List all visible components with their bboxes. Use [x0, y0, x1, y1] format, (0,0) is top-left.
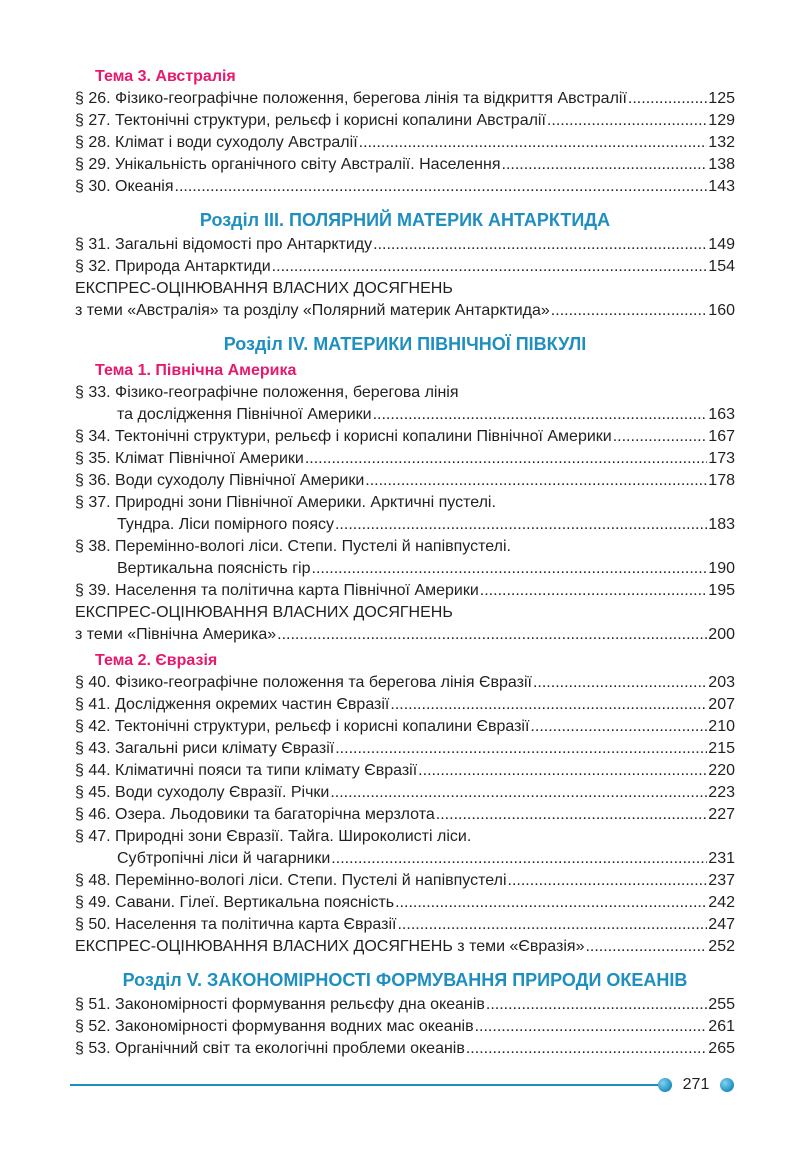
leader-dots [436, 804, 708, 826]
toc-entry-title: § 45. Води суходолу Євразії. Річки [75, 784, 330, 801]
toc-page-number: 210 [708, 718, 735, 735]
toc-entry[interactable] [75, 716, 735, 738]
toc-entry-title: § 30. Океанія [75, 178, 174, 195]
toc-page-number: 227 [708, 806, 735, 823]
leader-dots [390, 694, 707, 716]
toc-entry-title: та дослідження Північної Америки [117, 406, 372, 423]
toc-entry-title: § 32. Природа Антарктиди [75, 258, 271, 275]
toc-entry-title: § 29. Унікальність органічного світу Австралії. Населення [75, 156, 501, 173]
footer-dot-left-icon [658, 1078, 672, 1092]
leader-dots [585, 936, 707, 958]
toc-entry[interactable] [75, 782, 735, 804]
toc-entry[interactable] [75, 914, 735, 936]
section-heading: Розділ III. ПОЛЯРНИЙ МАТЕРИК АНТАРКТИДА [199, 210, 611, 230]
toc-page-number: 247 [708, 916, 735, 933]
leader-dots [475, 1016, 708, 1038]
toc-page-number: 265 [708, 1040, 735, 1057]
leader-dots [331, 848, 707, 870]
toc-page-number: 255 [708, 996, 735, 1013]
toc-entry[interactable] [75, 382, 735, 426]
toc-entry-title: § 26. Фізико-географічне положення, берегова лінія та відкриття Австралії [75, 90, 627, 107]
toc-page-number: 203 [708, 674, 735, 691]
leader-dots [551, 300, 708, 322]
leader-dots [272, 256, 708, 278]
toc-entry[interactable] [75, 110, 735, 132]
section-heading: Розділ IV. МАТЕРИКИ ПІВНІЧНОЇ ПІВКУЛІ [223, 334, 587, 354]
leader-dots [175, 176, 708, 198]
toc-page-number: 215 [708, 740, 735, 757]
toc-entry[interactable] [75, 88, 735, 110]
page-number: 271 [682, 1076, 710, 1093]
leader-dots [480, 580, 708, 602]
leader-dots [335, 514, 707, 536]
toc-entry[interactable] [75, 470, 735, 492]
toc-entry[interactable] [75, 994, 735, 1016]
leader-dots [397, 914, 707, 936]
toc-entry-title: § 51. Закономірності формування рельєфу дна океанів [75, 996, 485, 1013]
topic-heading: Тема 2. Євразія [95, 652, 218, 669]
toc-entry[interactable] [75, 892, 735, 914]
toc-entry-title: § 50. Населення та політична карта Євразії [75, 916, 397, 933]
toc-entry[interactable] [75, 870, 735, 892]
toc-entry[interactable] [75, 804, 735, 826]
toc-entry[interactable] [75, 278, 735, 322]
toc-entry-title: § 44. Кліматичні пояси та типи клімату Євразії [75, 762, 418, 779]
toc-entry[interactable] [75, 448, 735, 470]
toc-entry-title: ЕКСПРЕС-ОЦІНЮВАННЯ ВЛАСНИХ ДОСЯГНЕНЬ [75, 604, 453, 621]
leader-dots [277, 624, 707, 646]
toc-page-number: 231 [708, 850, 735, 867]
leader-dots [533, 672, 707, 694]
toc-entry[interactable] [75, 256, 735, 278]
leader-dots [305, 448, 707, 470]
toc-entry-title: з теми «Північна Америка» [75, 626, 277, 643]
toc-entry[interactable] [75, 580, 735, 602]
toc-entry[interactable] [75, 234, 735, 256]
toc-entry-title: § 34. Тектонічні структури, рельєф і корисні копалини Північної Америки [75, 428, 612, 445]
toc-entry-title: § 33. Фізико-географічне положення, берегова лінія [75, 384, 459, 401]
section-heading: Розділ V. ЗАКОНОМІРНОСТІ ФОРМУВАННЯ ПРИРОДИ ОКЕАНІВ [122, 970, 688, 990]
leader-dots [330, 782, 707, 804]
toc-entry[interactable] [75, 132, 735, 154]
leader-dots [373, 404, 708, 426]
leader-dots [373, 234, 707, 256]
toc-entry-title: § 28. Клімат і води суходолу Австралії [75, 134, 358, 151]
leader-dots [359, 132, 708, 154]
page-footer [70, 1072, 740, 1102]
leader-dots [466, 1038, 707, 1060]
toc-entry[interactable] [75, 602, 735, 646]
toc-entry-title: § 37. Природні зони Північної Америки. Арктичні пустелі. [75, 494, 496, 511]
toc-page-number: 132 [708, 134, 735, 151]
toc-page-number: 207 [708, 696, 735, 713]
toc-entry-title: ЕКСПРЕС-ОЦІНЮВАННЯ ВЛАСНИХ ДОСЯГНЕНЬ [75, 280, 453, 297]
toc-entry-title: § 53. Органічний світ та екологічні проблеми океанів [75, 1040, 465, 1057]
toc-entry-title: § 46. Озера. Льодовики та багаторічна мерзлота [75, 806, 435, 823]
toc-entry[interactable] [75, 426, 735, 448]
toc-entry[interactable] [75, 738, 735, 760]
toc-page-number: 138 [708, 156, 735, 173]
toc-entry[interactable] [75, 492, 735, 536]
toc-entry-title: § 27. Тектонічні структури, рельєф і корисні копалини Австралії [75, 112, 546, 129]
toc-entry[interactable] [75, 694, 735, 716]
footer-dot-right-icon [720, 1078, 734, 1092]
topic-heading: Тема 1. Північна Америка [95, 362, 297, 379]
toc-entry-title: § 41. Дослідження окремих частин Євразії [75, 696, 390, 713]
toc-entry-title: § 38. Перемінно-вологі ліси. Степи. Пустелі й напівпустелі. [75, 538, 511, 555]
toc-page-number: 242 [708, 894, 735, 911]
toc-entry[interactable] [75, 1016, 735, 1038]
leader-dots [312, 558, 708, 580]
toc-entry[interactable] [75, 176, 735, 198]
toc-page-number: 252 [708, 938, 735, 955]
toc-entry-title: § 39. Населення та політична карта Північної Америки [75, 582, 479, 599]
toc-entry[interactable] [75, 536, 735, 580]
toc-entry-title: Тундра. Ліси помірного поясу [117, 516, 334, 533]
toc-page-number: 237 [708, 872, 735, 889]
leader-dots [508, 870, 708, 892]
toc-entry[interactable] [75, 1038, 735, 1060]
toc-page-number: 220 [708, 762, 735, 779]
toc-page-number: 143 [708, 178, 735, 195]
toc-entry-title: з теми «Австралія» та розділу «Полярний материк Антарктида» [75, 302, 550, 319]
toc-page-number: 223 [708, 784, 735, 801]
toc-page-number: 163 [708, 406, 735, 423]
toc-page-number: 173 [708, 450, 735, 467]
toc-page-number: 200 [708, 626, 735, 643]
toc-entry-title: ЕКСПРЕС-ОЦІНЮВАННЯ ВЛАСНИХ ДОСЯГНЕНЬ з теми «Євразія» [75, 938, 585, 955]
toc-entry-title: § 36. Води суходолу Північної Америки [75, 472, 365, 489]
leader-dots [502, 154, 708, 176]
leader-dots [395, 892, 707, 914]
leader-dots [335, 738, 707, 760]
toc-page-number: 261 [708, 1018, 735, 1035]
leader-dots [365, 470, 707, 492]
toc-entry[interactable] [75, 154, 735, 176]
toc-entry-title: § 48. Перемінно-вологі ліси. Степи. Пустелі й напівпустелі [75, 872, 507, 889]
table-of-contents [75, 66, 735, 1060]
toc-entry[interactable] [75, 826, 735, 870]
toc-entry-title: Субтропічні ліси й чагарники [117, 850, 331, 867]
leader-dots [613, 426, 708, 448]
toc-page-number: 129 [708, 112, 735, 129]
toc-page-number: 125 [708, 90, 735, 107]
toc-entry[interactable] [75, 760, 735, 782]
toc-entry-title: § 49. Савани. Гілеї. Вертикальна поясність [75, 894, 395, 911]
leader-dots [486, 994, 707, 1016]
leader-dots [418, 760, 707, 782]
toc-entry-title: § 42. Тектонічні структури, рельєф і корисні копалини Євразії [75, 718, 530, 735]
toc-page-number: 190 [708, 560, 735, 577]
toc-entry-title: § 35. Клімат Північної Америки [75, 450, 304, 467]
leader-dots [530, 716, 707, 738]
toc-page-number: 160 [708, 302, 735, 319]
toc-page-number: 178 [708, 472, 735, 489]
toc-page-number: 167 [708, 428, 735, 445]
toc-entry-title: § 47. Природні зони Євразії. Тайга. Широколисті ліси. [75, 828, 472, 845]
toc-entry-title: § 52. Закономірності формування водних мас океанів [75, 1018, 474, 1035]
footer-rule [70, 1084, 662, 1086]
toc-entry-title: § 31. Загальні відомості про Антарктиду [75, 236, 373, 253]
toc-page-number: 154 [708, 258, 735, 275]
topic-heading: Тема 3. Австралія [95, 68, 236, 85]
leader-dots [547, 110, 707, 132]
leader-dots [628, 88, 707, 110]
toc-entry-title: § 43. Загальні риси клімату Євразії [75, 740, 335, 757]
toc-entry[interactable] [75, 936, 735, 958]
toc-entry-title: § 40. Фізико-географічне положення та берегова лінія Євразії [75, 674, 532, 691]
toc-page-number: 149 [708, 236, 735, 253]
toc-entry-title: Вертикальна поясність гір [117, 560, 311, 577]
toc-page-number: 195 [708, 582, 735, 599]
toc-entry[interactable] [75, 672, 735, 694]
toc-page-number: 183 [708, 516, 735, 533]
